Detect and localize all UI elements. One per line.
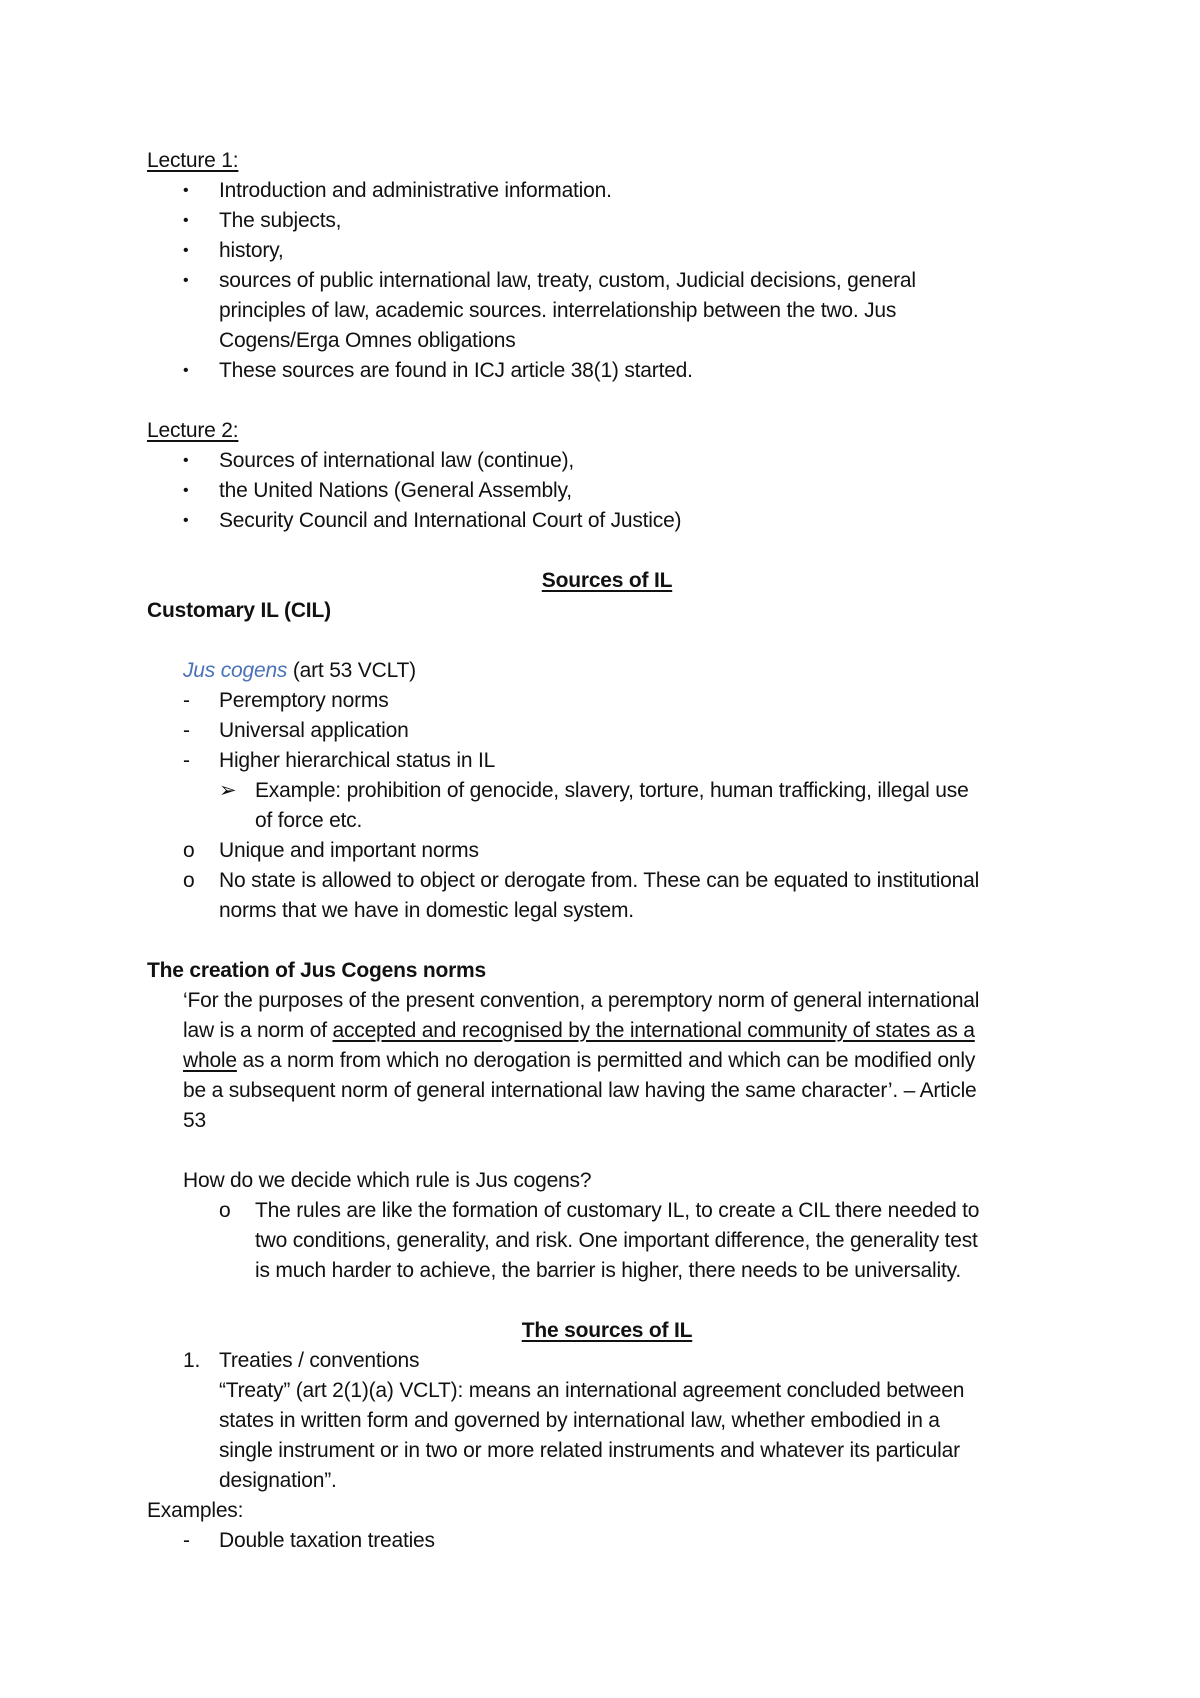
bullet-icon: • xyxy=(183,452,189,469)
jus-cogens-dash-item: - Peremptory norms xyxy=(147,686,1067,716)
treaty-definition-line: “Treaty” (art 2(1)(a) VCLT): means an international agreement concluded between xyxy=(219,1379,965,1402)
creation-quote-line: law is a norm of accepted and recognised by the international community of states as a xyxy=(183,1019,975,1042)
jus-cogens-heading: Jus cogens (art 53 VCLT) xyxy=(183,659,416,682)
circle-bullet-icon: o xyxy=(219,1199,231,1222)
circle-bullet-icon: o xyxy=(183,869,195,892)
creation-answer: o The rules are like the formation of customary IL, to create a CIL there needed to xyxy=(147,1196,1067,1226)
document-body xyxy=(147,146,1067,1556)
creation-quote-line: be a subsequent norm of general international law having the same character’. – Article xyxy=(183,1079,977,1102)
creation-answer-continuation: is much harder to achieve, the barrier is higher, there needs to be universality. xyxy=(255,1259,961,1282)
dash-icon: - xyxy=(183,1529,190,1552)
bullet-icon: • xyxy=(183,212,189,229)
jus-cogens-circle-item: o No state is allowed to object or derogate from. These can be equated to institutional xyxy=(147,866,1067,896)
creation-answer-continuation: two conditions, generality, and risk. One important difference, the generality test xyxy=(255,1229,978,1252)
bullet-icon: • xyxy=(183,482,189,499)
jus-cogens-circle-continuation: norms that we have in domestic legal system. xyxy=(219,899,634,922)
treaty-definition-line: states in written form and governed by international law, whether embodied in a xyxy=(219,1409,940,1432)
examples-label: Examples: xyxy=(147,1499,244,1522)
jus-cogens-dash-item: - Universal application xyxy=(147,716,1067,746)
bullet-icon: • xyxy=(183,512,189,529)
lecture1-bullet: • The subjects, xyxy=(147,206,1067,236)
jus-cogens-example: ➢ Example: prohibition of genocide, slavery, torture, human trafficking, illegal use xyxy=(147,776,1067,806)
lecture2-heading: Lecture 2: xyxy=(147,419,239,442)
lecture1-bullet: • history, xyxy=(147,236,1067,266)
circle-bullet-icon: o xyxy=(183,839,195,862)
jus-cogens-example-continuation: of force etc. xyxy=(255,809,363,832)
treaties-item: 1. Treaties / conventions xyxy=(147,1346,1067,1376)
example-item: - Double taxation treaties xyxy=(147,1526,1067,1556)
jus-cogens-dash-item: - Higher hierarchical status in IL xyxy=(147,746,1067,776)
dash-icon: - xyxy=(183,719,190,742)
lecture1-bullet: • Introduction and administrative information. xyxy=(147,176,1067,206)
customary-heading: Customary IL (CIL) xyxy=(147,599,331,622)
lecture1-bullet-continuation: Cogens/Erga Omnes obligations xyxy=(219,329,516,352)
creation-question: How do we decide which rule is Jus cogens? xyxy=(183,1169,592,1192)
bullet-icon: • xyxy=(183,182,189,199)
dash-icon: - xyxy=(183,689,190,712)
creation-quote-line: 53 xyxy=(183,1109,206,1132)
dash-icon: - xyxy=(183,749,190,772)
lecture1-bullet: • These sources are found in ICJ article 38(1) started. xyxy=(147,356,1067,386)
jus-cogens-term: Jus cogens xyxy=(183,659,288,682)
creation-quote-line: ‘For the purposes of the present convention, a peremptory norm of general international xyxy=(183,989,980,1012)
creation-heading: The creation of Jus Cogens norms xyxy=(147,959,486,982)
arrow-bullet-icon: ➢ xyxy=(219,779,237,802)
lecture1-bullet-continuation: principles of law, academic sources. interrelationship between the two. Jus xyxy=(219,299,897,322)
creation-quote-line: whole as a norm from which no derogation is permitted and which can be modified only xyxy=(183,1049,976,1072)
treaty-definition-line: designation”. xyxy=(219,1469,337,1492)
bullet-icon: • xyxy=(183,272,189,289)
lecture2-bullet: • the United Nations (General Assembly, xyxy=(147,476,1067,506)
lecture2-bullet: • Sources of international law (continue), xyxy=(147,446,1067,476)
jus-cogens-circle-item: o Unique and important norms xyxy=(147,836,1067,866)
bullet-icon: • xyxy=(183,362,189,379)
sources-heading: Sources of IL xyxy=(541,569,673,592)
lecture1-bullet: • sources of public international law, treaty, custom, Judicial decisions, general xyxy=(147,266,1067,296)
list-number: 1. xyxy=(183,1349,201,1372)
lecture1-heading: Lecture 1: xyxy=(147,149,239,172)
treaty-definition-line: single instrument or in two or more related instruments and whatever its particular xyxy=(219,1439,960,1462)
bullet-icon: • xyxy=(183,242,189,259)
lecture2-bullet: • Security Council and International Court of Justice) xyxy=(147,506,1067,536)
sources2-heading: The sources of IL xyxy=(521,1319,693,1342)
